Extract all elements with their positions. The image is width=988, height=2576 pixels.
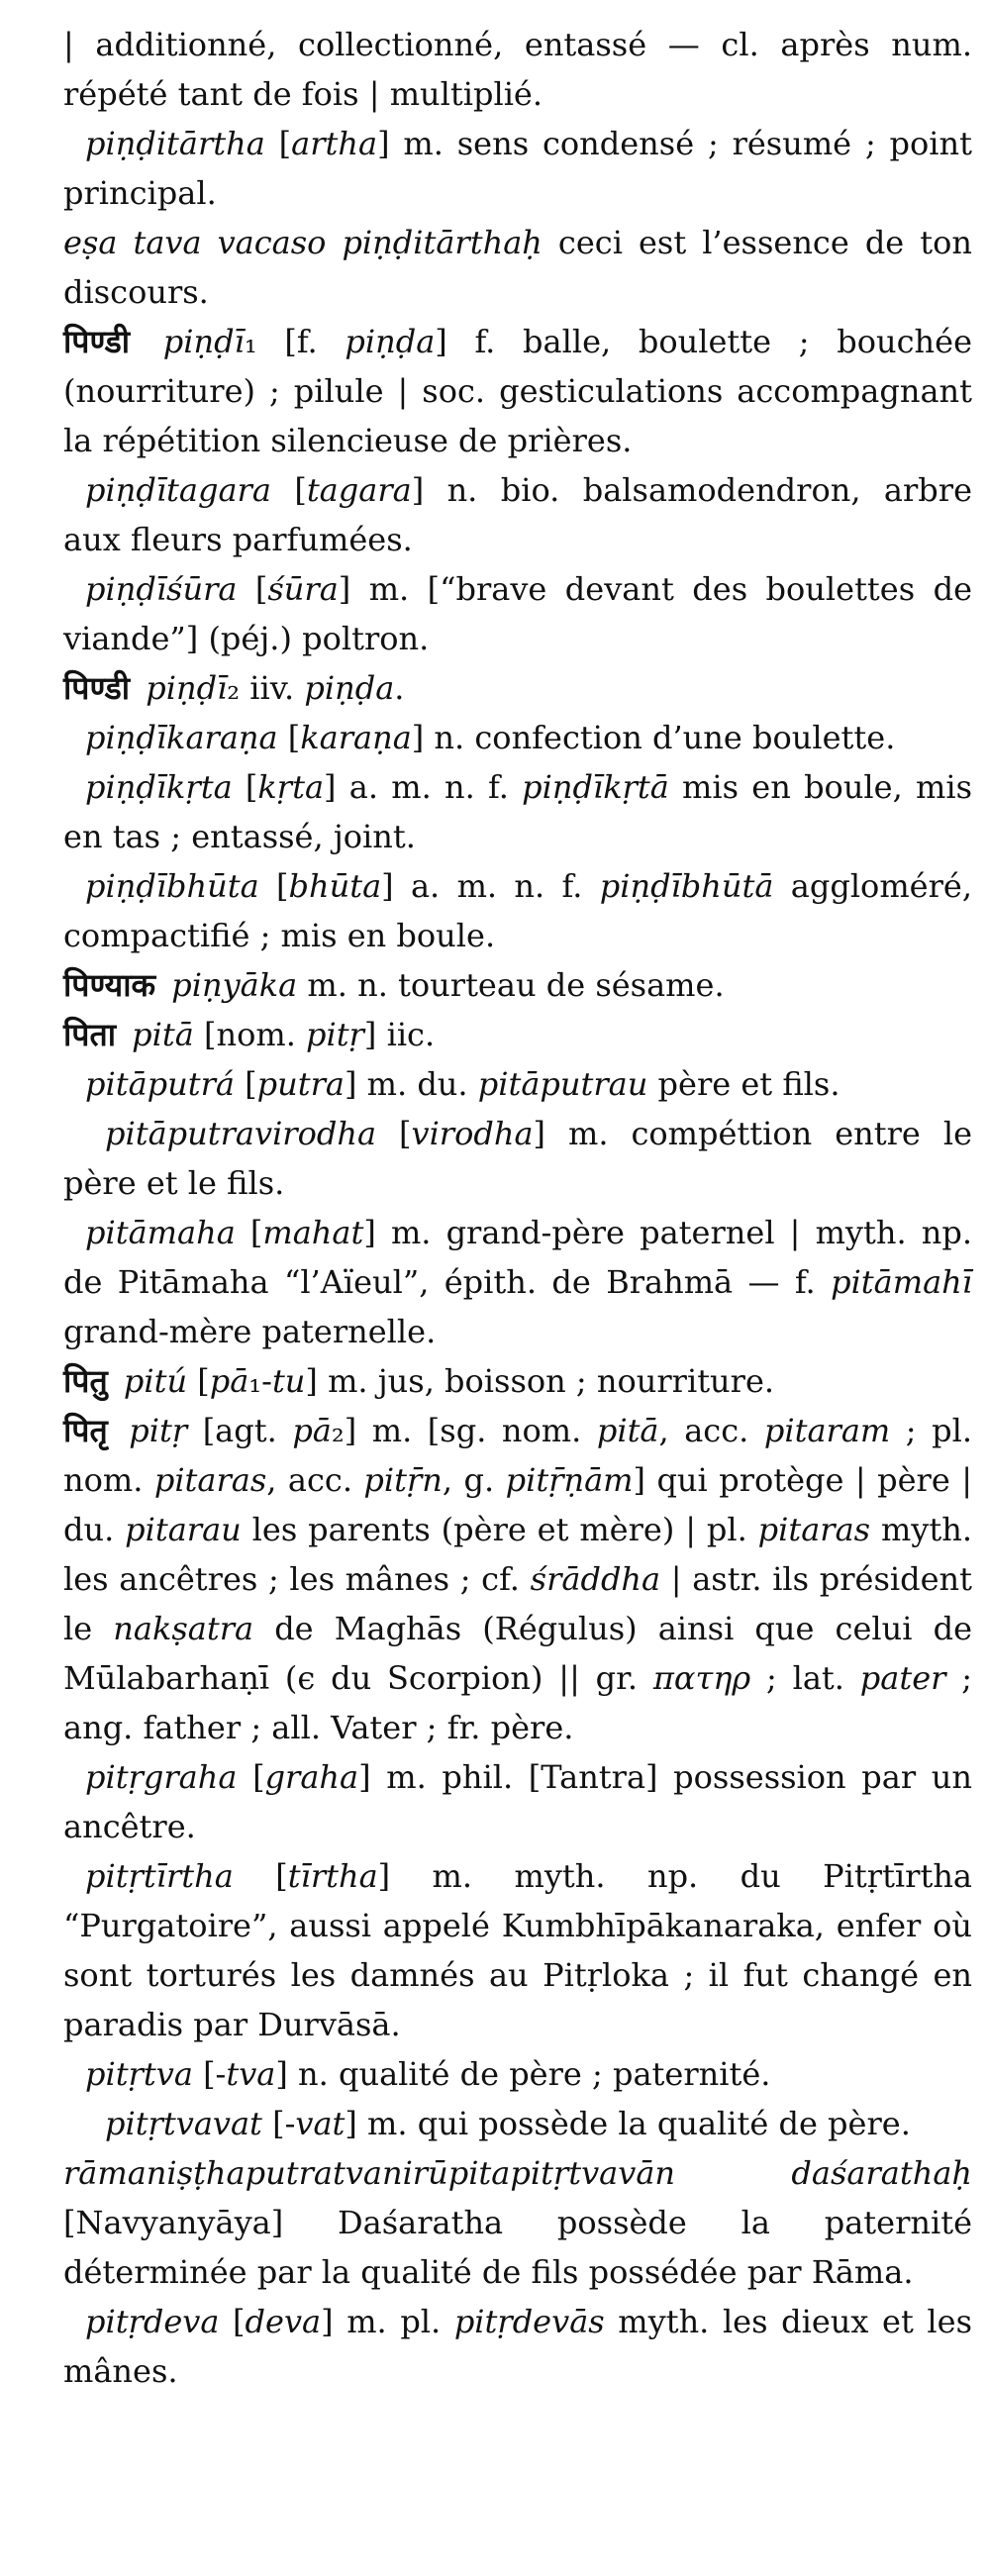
headword-italic: tva bbox=[226, 2055, 276, 2093]
headword-italic: rāmaniṣṭhaputratvanirūpitapitṛtvavān daśarathaḥ bbox=[63, 2154, 972, 2192]
entry-text: ] a. m. n. f. bbox=[324, 768, 523, 806]
entry-text: [ bbox=[237, 1758, 265, 1796]
entry-text: , acc. bbox=[658, 1412, 764, 1449]
headword-italic: putra bbox=[256, 1065, 345, 1103]
headword-italic: pā bbox=[292, 1412, 332, 1449]
entry-text: ] m. du. bbox=[344, 1065, 478, 1103]
entry-text: [agt. bbox=[187, 1412, 293, 1449]
headword-italic: piṇḍīkṛtā bbox=[522, 768, 669, 806]
headword-italic: pitāputrá bbox=[85, 1065, 235, 1103]
devanagari-headword: पिण्डी bbox=[63, 669, 131, 707]
entry-text bbox=[161, 966, 171, 1004]
entry-text: [ bbox=[270, 471, 307, 509]
entry-text: ; lat. bbox=[750, 1659, 860, 1697]
headword-italic: pitṛtva bbox=[85, 2055, 193, 2093]
headword-italic: śūra bbox=[267, 570, 339, 608]
headword-italic: pā bbox=[209, 1362, 249, 1400]
entry-text: [ bbox=[233, 1857, 288, 1895]
headword-italic: piṇḍī bbox=[146, 669, 228, 707]
dictionary-entry bbox=[63, 2297, 972, 2396]
entry-text: ; ang. father ; all. Vater ; fr. père. bbox=[63, 1659, 973, 1746]
headword-italic: pitṝṇām bbox=[505, 1461, 634, 1499]
devanagari-headword: पिण्याक bbox=[63, 966, 156, 1004]
headword-italic: piṇyāka bbox=[171, 966, 298, 1004]
dictionary-entry bbox=[63, 2049, 972, 2099]
entry-text: ] m. jus, boisson ; nourriture. bbox=[305, 1362, 775, 1400]
entry-text: ] f. balle, boulette ; bouchée (nourriture) ; pilule | soc. gesticulations accompagnant la répétition silencieuse de prières. bbox=[63, 323, 973, 459]
dictionary-entry bbox=[63, 1010, 972, 1059]
headword-italic: piṇḍī bbox=[162, 323, 245, 360]
headword-italic: pater bbox=[859, 1659, 946, 1697]
devanagari-headword: पितृ bbox=[63, 1412, 108, 1449]
entry-text: [ bbox=[187, 1362, 210, 1400]
entry-text: de Maghās (Régulus) ainsi que celui de Mūlabarhaṇī (ϵ du Scorpion) || gr. bbox=[63, 1610, 973, 1697]
devanagari-headword: पिण्डी bbox=[63, 323, 131, 360]
entry-text: [ bbox=[232, 768, 258, 806]
dictionary-entry bbox=[63, 20, 972, 119]
dictionary-entry bbox=[63, 317, 972, 465]
headword-italic: pitā bbox=[596, 1412, 659, 1449]
dictionary-entry bbox=[63, 218, 972, 317]
headword-italic: karaṇa bbox=[300, 719, 412, 756]
headword-italic: tu bbox=[271, 1362, 306, 1400]
dictionary-entry bbox=[63, 713, 972, 762]
entry-text: ] m. grand-père paternel | myth. np. de Pitāmaha “l’Aïeul”, épith. de Brahmā — f. bbox=[63, 1214, 973, 1301]
dictionary-entry bbox=[63, 1109, 972, 1208]
headword-italic: pitú bbox=[123, 1362, 188, 1400]
entry-text: ] n. bio. balsamodendron, arbre aux fleurs parfumées. bbox=[63, 471, 973, 558]
entry-text: m. n. tourteau de sésame. bbox=[297, 966, 725, 1004]
headword-italic: piṇḍīśūra bbox=[85, 570, 238, 608]
entry-text: ] m. sens condensé ; résumé ; point principal. bbox=[63, 125, 972, 212]
headword-italic: piṇḍitārtha bbox=[85, 125, 265, 162]
entry-text bbox=[122, 1016, 132, 1053]
dictionary-entry bbox=[63, 564, 972, 663]
headword-italic: mahat bbox=[262, 1214, 364, 1251]
headword-italic: eṣa tava vacaso piṇḍitārthaḥ bbox=[63, 224, 543, 261]
headword-italic: piṇḍīkaraṇa bbox=[85, 719, 278, 756]
headword-italic: pitā bbox=[132, 1016, 194, 1053]
entry-text: myth. les dieux et les mânes. bbox=[63, 2303, 973, 2390]
devanagari-headword: पिता bbox=[63, 1016, 116, 1053]
entry-text: père et fils. bbox=[647, 1065, 840, 1103]
entry-text: grand-mère paternelle. bbox=[63, 1313, 437, 1350]
entry-text: , acc. bbox=[266, 1461, 364, 1499]
headword-italic: pitaram bbox=[763, 1412, 891, 1449]
entry-text: aggloméré, compactifié ; mis en boule. bbox=[63, 867, 973, 954]
entry-text: [ bbox=[258, 867, 289, 905]
entry-text: [- bbox=[192, 2055, 227, 2093]
headword-italic: pitṛtīrtha bbox=[85, 1857, 234, 1895]
dictionary-entry bbox=[63, 762, 972, 861]
entry-text: ₁- bbox=[248, 1362, 272, 1400]
entry-text: [Navyanyāya] Daśaratha possède la paternité déterminée par la qualité de fils possédée par Rāma. bbox=[63, 2204, 972, 2291]
entry-text: ] n. confection d’une boulette. bbox=[411, 719, 896, 756]
headword-italic: piṇḍībhūta bbox=[85, 867, 259, 905]
headword-italic: pitṛtvavat bbox=[105, 2105, 262, 2142]
entry-text bbox=[114, 1412, 130, 1449]
entry-text bbox=[114, 1362, 124, 1400]
entry-text: ₂] m. [sg. nom. bbox=[331, 1412, 597, 1449]
headword-italic: pitaras bbox=[153, 1461, 267, 1499]
entry-text: . bbox=[394, 669, 405, 707]
entry-text: ceci est l’essence de ton discours. bbox=[63, 224, 973, 311]
headword-italic: pitāmahī bbox=[831, 1263, 972, 1301]
headword-italic: piṇḍītagara bbox=[85, 471, 271, 509]
devanagari-headword: पितु bbox=[63, 1362, 108, 1400]
entry-text: | additionné, collectionné, entassé — cl. après num. répété tant de fois | multiplié. bbox=[63, 26, 972, 113]
headword-italic: pitarau bbox=[125, 1511, 242, 1548]
entry-text: ] m. qui possède la qualité de père. bbox=[345, 2105, 911, 2142]
headword-italic: tīrtha bbox=[287, 1857, 378, 1895]
entry-text bbox=[136, 323, 163, 360]
headword-italic: pitāputrau bbox=[477, 1065, 648, 1103]
dictionary-entry bbox=[63, 1356, 972, 1406]
entry-text: ] qui protège | père | du. bbox=[63, 1461, 972, 1548]
headword-italic: graha bbox=[264, 1758, 359, 1796]
dictionary-entry bbox=[63, 2148, 972, 2297]
headword-italic: pitāputravirodha bbox=[105, 1115, 377, 1152]
headword-italic: nakṣatra bbox=[113, 1610, 254, 1647]
dictionary-entry bbox=[63, 1406, 972, 1752]
headword-italic: piṇḍa bbox=[345, 323, 436, 360]
entry-text: mis en boule, mis en tas ; entassé, joint. bbox=[63, 768, 973, 855]
entry-text: ] m. phil. [Tantra] possession par un ancêtre. bbox=[63, 1758, 973, 1845]
entry-text: [ bbox=[376, 1115, 412, 1152]
headword-italic: πατηρ bbox=[652, 1659, 751, 1697]
dictionary-entry bbox=[63, 1851, 972, 2049]
headword-italic: pitāmaha bbox=[85, 1214, 236, 1251]
entry-text: ] m. compéttion entre le père et le fils. bbox=[63, 1115, 972, 1202]
entry-text: [ bbox=[219, 2303, 246, 2340]
dictionary-entry bbox=[63, 861, 972, 960]
headword-italic: tagara bbox=[306, 471, 412, 509]
headword-italic: bhūta bbox=[288, 867, 382, 905]
entry-text: ] n. qualité de père ; paternité. bbox=[275, 2055, 771, 2093]
entry-text: [ bbox=[237, 570, 268, 608]
entry-text: ] iic. bbox=[363, 1016, 436, 1053]
dictionary-entry bbox=[63, 2099, 972, 2148]
headword-italic: deva bbox=[245, 2303, 322, 2340]
headword-italic: vat bbox=[295, 2105, 346, 2142]
entry-text: , g. bbox=[442, 1461, 506, 1499]
dictionary-entry bbox=[63, 1752, 972, 1851]
entry-text: [- bbox=[261, 2105, 296, 2142]
entry-text: [ bbox=[277, 719, 301, 756]
dictionary-entry bbox=[63, 960, 972, 1010]
headword-italic: kṛta bbox=[257, 768, 325, 806]
entry-text: ] m. pl. bbox=[321, 2303, 454, 2340]
entry-text: [nom. bbox=[193, 1016, 307, 1053]
headword-italic: pitṛgraha bbox=[85, 1758, 238, 1796]
headword-italic: piṇḍīkṛta bbox=[85, 768, 233, 806]
headword-italic: piṇḍībhūtā bbox=[599, 867, 774, 905]
entry-text: ₂ iiv. bbox=[227, 669, 305, 707]
headword-italic: pitṛdevās bbox=[453, 2303, 605, 2340]
entry-text: | astr. ils président le bbox=[63, 1560, 973, 1647]
headword-italic: pitaras bbox=[757, 1511, 871, 1548]
dictionary-entry bbox=[63, 119, 972, 218]
headword-italic: pitṛ bbox=[306, 1016, 364, 1053]
entry-text bbox=[136, 669, 146, 707]
entry-text: ; pl. nom. bbox=[63, 1412, 972, 1499]
headword-italic: artha bbox=[291, 125, 378, 162]
entry-text: [ bbox=[264, 125, 292, 162]
dictionary-entry bbox=[63, 465, 972, 564]
headword-italic: pitṛ bbox=[129, 1412, 188, 1449]
dictionary-entry bbox=[63, 1059, 972, 1109]
entry-text: ] a. m. n. f. bbox=[381, 867, 600, 905]
headword-italic: pitṝn bbox=[363, 1461, 443, 1499]
entry-text: ₁ [f. bbox=[244, 323, 346, 360]
dictionary-entry bbox=[63, 663, 972, 713]
entry-text: ] m. [“brave devant des boulettes de viande”] (péj.) poltron. bbox=[63, 570, 973, 657]
entry-text: [ bbox=[234, 1065, 257, 1103]
entry-text: myth. les ancêtres ; les mânes ; cf. bbox=[63, 1511, 973, 1598]
headword-italic: śrāddha bbox=[530, 1560, 661, 1598]
entry-text: [ bbox=[235, 1214, 263, 1251]
entry-text: ] m. myth. np. du Pitṛtīrtha “Purgatoire”, aussi appelé Kumbhīpākanaraka, enfer où sont torturés les damnés au Pitṛloka ; il fut changé en paradis par Durvāsā. bbox=[63, 1857, 973, 2043]
headword-italic: pitṛdeva bbox=[85, 2303, 220, 2340]
dictionary-entry bbox=[63, 1208, 972, 1356]
entry-text: les parents (père et mère) | pl. bbox=[241, 1511, 758, 1548]
headword-italic: piṇḍa bbox=[304, 669, 395, 707]
headword-italic: virodha bbox=[411, 1115, 534, 1152]
